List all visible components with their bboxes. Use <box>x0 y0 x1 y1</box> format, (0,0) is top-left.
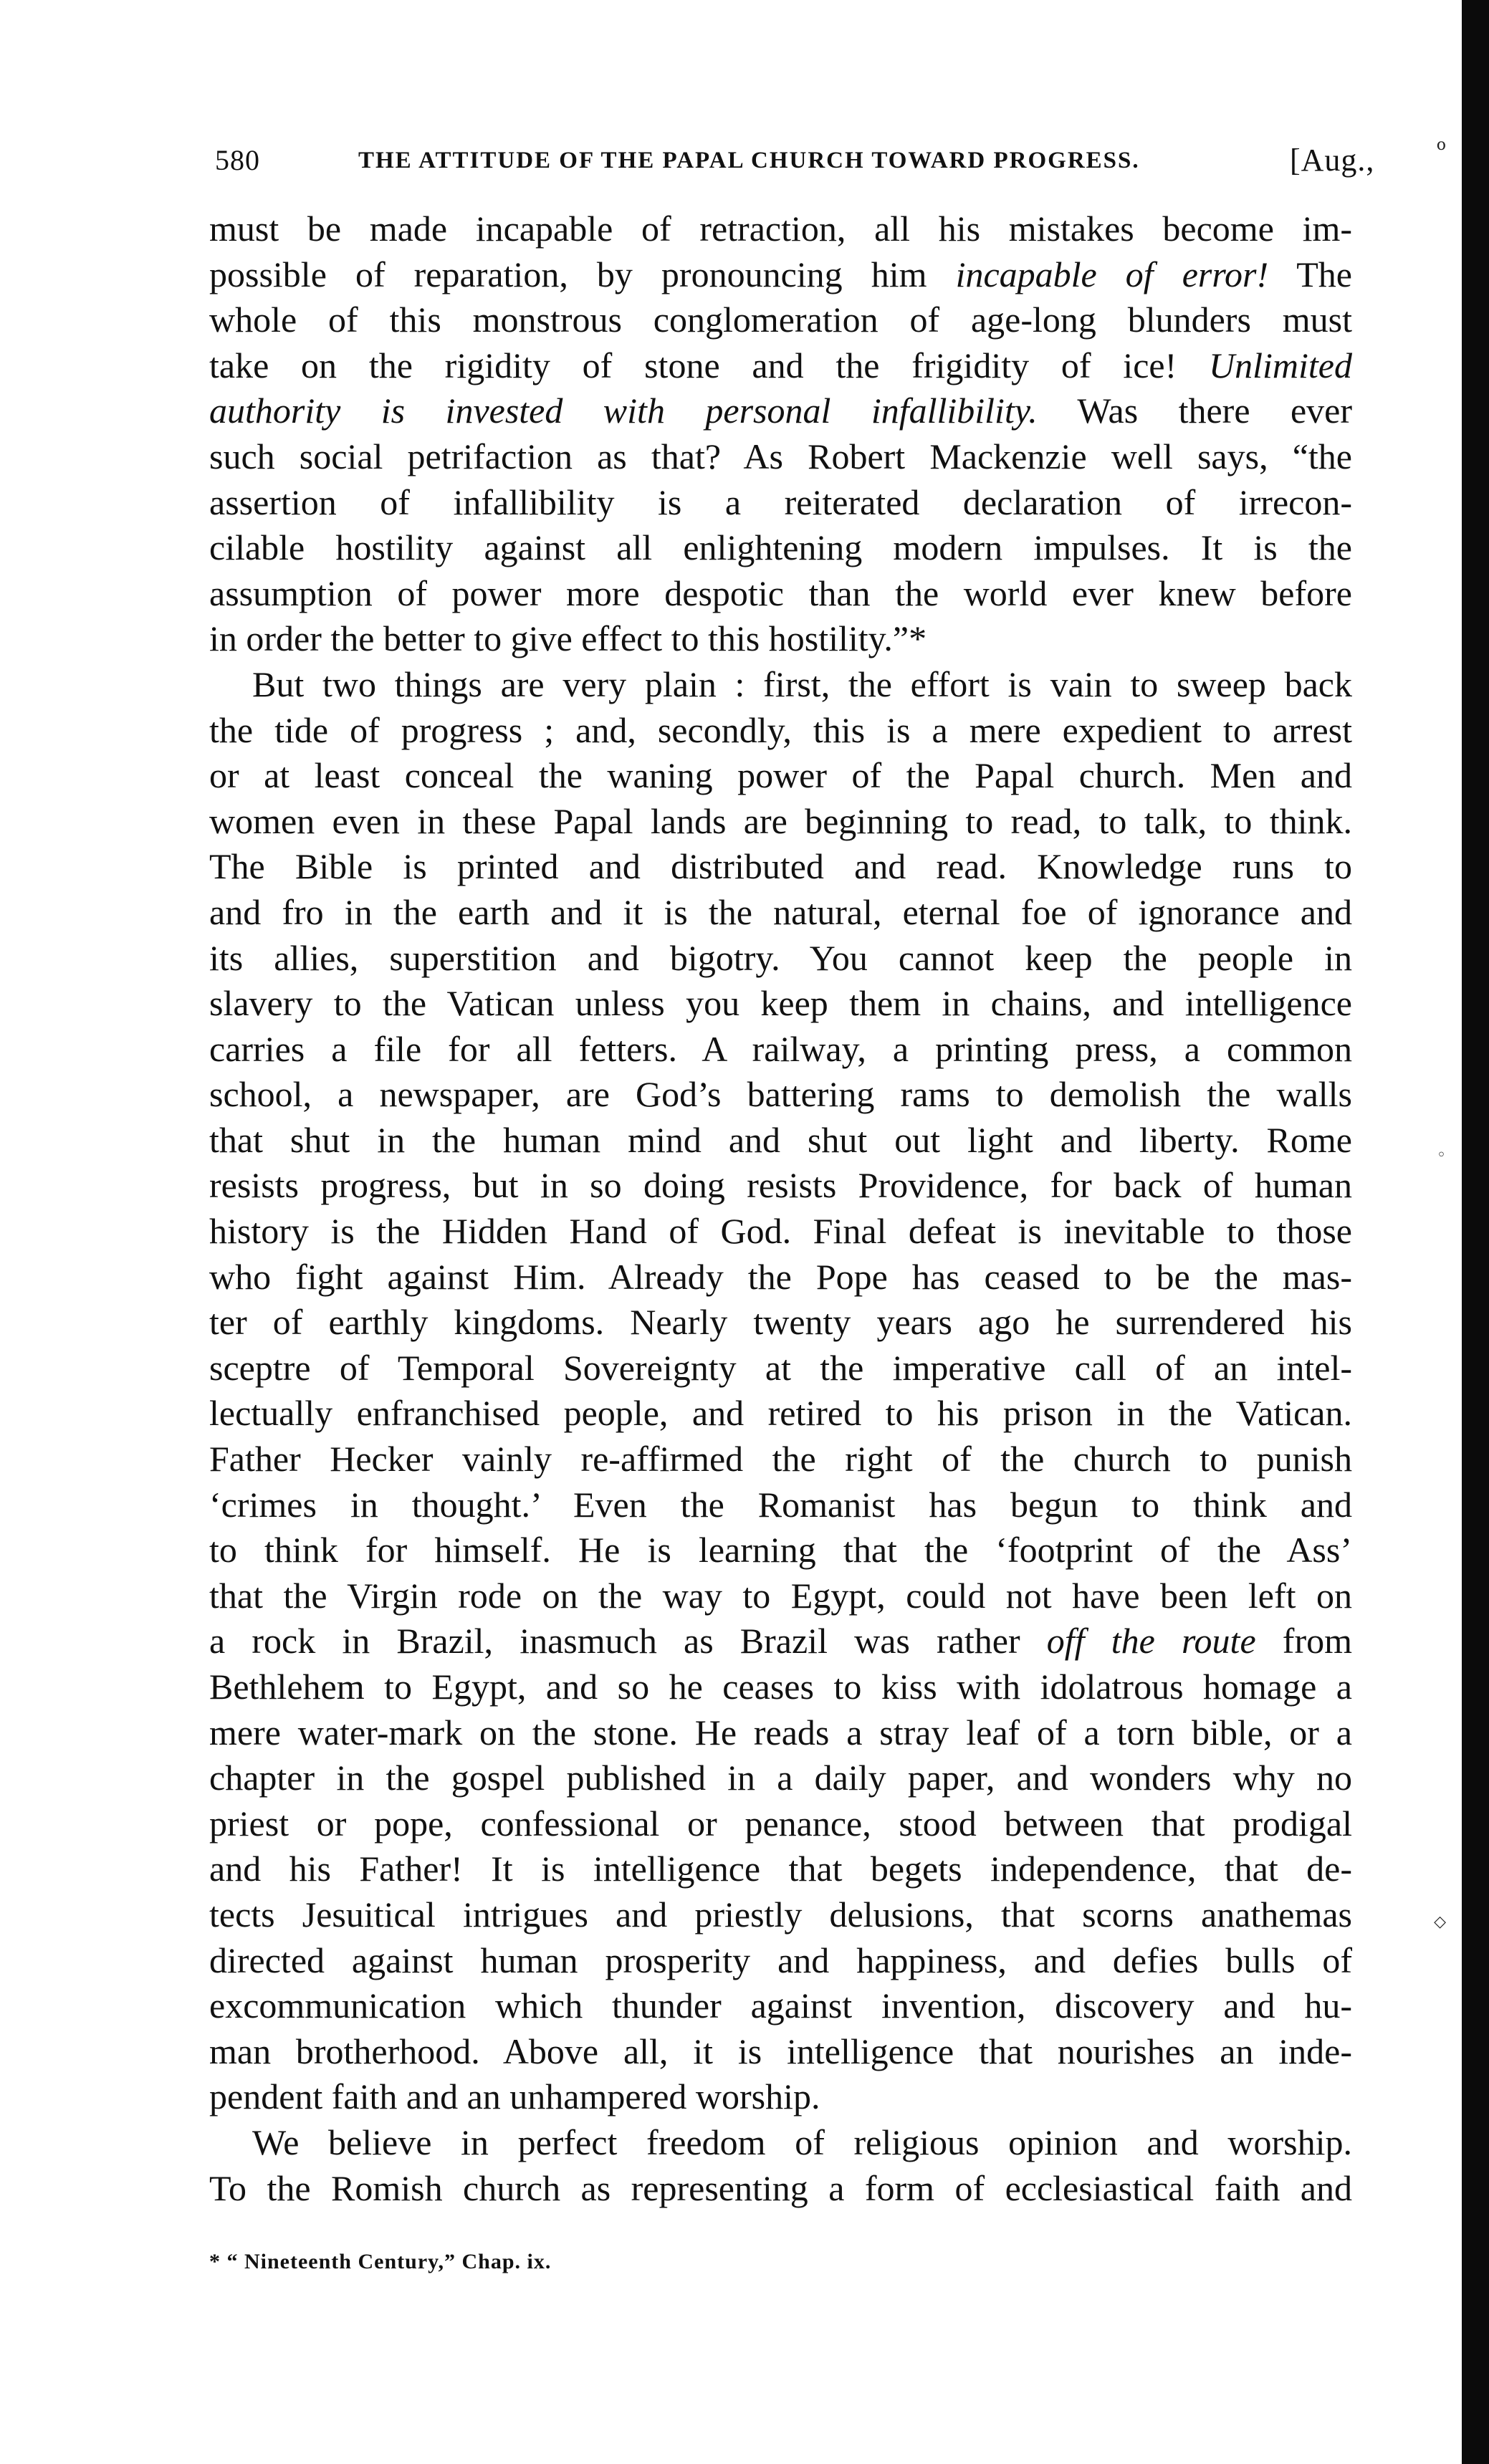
text-line: that the Virgin rode on the way to Egypt, could not have been left on <box>209 1575 1352 1616</box>
text-line: whole of this monstrous conglomeration of age-long blunders must <box>209 299 1352 340</box>
text-line: who fight against Him. Already the Pope has ceased to be the mas- <box>209 1256 1352 1297</box>
text-line: the tide of progress ; and, secondly, this is a mere expedient to arrest <box>209 709 1352 750</box>
text-line: must be made incapable of retraction, all his mistakes become im- <box>209 208 1352 249</box>
text-line: that shut in the human mind and shut out light and liberty. Rome <box>209 1119 1352 1160</box>
paragraph-3 <box>209 2120 1352 2211</box>
text-line: cilable hostility against all enlightening modern impulses. It is the <box>209 527 1352 568</box>
text-line: man brotherhood. Above all, it is intelligence that nourishes an inde- <box>209 2031 1352 2071</box>
text-line: school, a newspaper, are God’s battering rams to demolish the walls <box>209 1074 1352 1115</box>
text-line: To the Romish church as representing a form of ecclesiastical faith and <box>209 2167 1352 2208</box>
text-line: ‘crimes in thought.’ Even the Romanist has begun to think and <box>209 1484 1352 1525</box>
text-line: pendent faith and an unhampered worship. <box>209 2076 820 2117</box>
text-line: women even in these Papal lands are beginning to read, to talk, to think. <box>209 800 1352 841</box>
text-line: a rock in Brazil, inasmuch as Brazil was rather off the route from <box>209 1621 1353 1662</box>
running-header <box>215 136 1433 186</box>
running-title: THE ATTITUDE OF THE PAPAL CHURCH TOWARD PROGRESS. <box>358 148 1140 173</box>
margin-speck-icon: ◦ <box>1437 1146 1446 1164</box>
text-line: assertion of infallibility is a reiterated declaration of irrecon- <box>209 481 1352 522</box>
text-line: its allies, superstition and bigotry. You cannot keep the people in <box>209 937 1352 978</box>
text-line: authority is invested with personal infallibility. Was there ever <box>209 390 1352 431</box>
text-line: excommunication which thunder against invention, discovery and hu- <box>209 1985 1352 2026</box>
paragraph-2 <box>209 662 1352 2120</box>
scan-edge-shadow <box>1462 0 1489 2464</box>
margin-speck-icon: ◇ <box>1434 1913 1446 1931</box>
text-line: or at least conceal the waning power of the Papal church. Men and <box>209 755 1352 796</box>
running-date: [Aug., <box>1290 143 1375 178</box>
text-line: history is the Hidden Hand of God. Final defeat is inevitable to those <box>209 1211 1352 1252</box>
text-line: in order the better to give effect to this hostility.”* <box>209 618 927 659</box>
text-line: take on the rigidity of stone and the frigidity of ice! Unlimited <box>209 345 1352 385</box>
text-line: But two things are very plain : first, the effort is vain to sweep back <box>252 663 1352 704</box>
text-line: and fro in the earth and it is the natural, eternal foe of ignorance and <box>209 891 1352 932</box>
paragraph-1 <box>209 206 1352 662</box>
text-line: The Bible is printed and distributed and read. Knowledge runs to <box>209 846 1352 887</box>
margin-speck-icon: o <box>1436 136 1446 154</box>
text-line: to think for himself. He is learning that the ‘footprint of the Ass’ <box>209 1530 1352 1571</box>
text-line: Father Hecker vainly re-affirmed the right of the church to punish <box>209 1439 1352 1480</box>
text-line: ter of earthly kingdoms. Nearly twenty years ago he surrendered his <box>209 1302 1352 1343</box>
text-line: tects Jesuitical intrigues and priestly delusions, that scorns anathemas <box>209 1894 1352 1935</box>
text-line: resists progress, but in so doing resists Providence, for back of human <box>209 1165 1352 1206</box>
body-text <box>209 206 1352 2211</box>
text-line: sceptre of Temporal Sovereignty at the imperative call of an intel- <box>209 1347 1352 1388</box>
text-line: such social petrifaction as that? As Robert Mackenzie well says, “the <box>209 436 1352 476</box>
text-line: mere water-mark on the stone. He reads a stray leaf of a torn bible, or a <box>209 1712 1352 1753</box>
text-line: assumption of power more despotic than the world ever knew before <box>209 572 1352 613</box>
text-line: chapter in the gospel published in a daily paper, and wonders why no <box>209 1758 1352 1798</box>
text-line: possible of reparation, by pronouncing him incapable of error! The <box>209 254 1352 294</box>
footnote: * “ Nineteenth Century,” Chap. ix. <box>209 2250 552 2273</box>
page-number: 580 <box>215 144 260 176</box>
text-line: directed against human prosperity and happiness, and defies bulls of <box>209 1940 1352 1980</box>
text-line: priest or pope, confessional or penance, stood between that prodigal <box>209 1803 1352 1844</box>
text-line: lectually enfranchised people, and retired to his prison in the Vatican. <box>209 1393 1352 1434</box>
text-line: We believe in perfect freedom of religious opinion and worship. <box>252 2122 1352 2162</box>
text-line: and his Father! It is intelligence that begets independence, that de- <box>209 1849 1352 1889</box>
text-line: Bethlehem to Egypt, and so he ceases to kiss with idolatrous homage a <box>209 1667 1352 1707</box>
text-line: slavery to the Vatican unless you keep them in chains, and intelligence <box>209 983 1352 1024</box>
text-line: carries a file for all fetters. A railway, a printing press, a common <box>209 1028 1352 1069</box>
